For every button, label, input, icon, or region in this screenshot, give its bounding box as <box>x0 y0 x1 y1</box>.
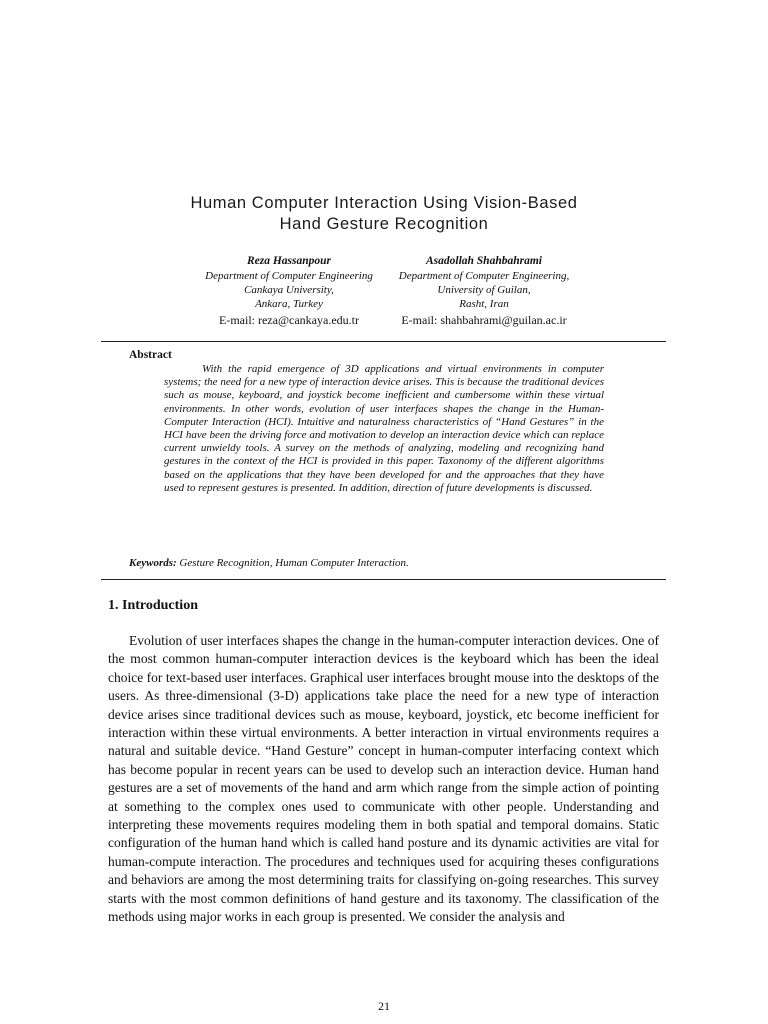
author-location: Ankara, Turkey <box>255 298 323 310</box>
author-department: Department of Computer Engineering <box>205 270 373 282</box>
introduction-paragraph: Evolution of user interfaces shapes the change in the human-computer interaction devices. One of the most common human-computer interaction devices is the keyboard which has been the ideal choice for text-based user interfaces. Graphical user interfaces brought mouse into the desktops of the users. As three-dimensional (3-D) applications take place the need for a new type of interaction device arises since traditional devices such as mouse, keyboard, joystick, etc become inefficient for interaction within these virtual environments. A better interaction in virtual environments requires a natural and suitable device. “Hand Gesture” concept in human-computer interfacing context which has become popular in recent years can be used to develop such an interaction device. Human hand gestures are a set of movements of the hand and arm which range from the simple action of pointing at something to the complex ones used to communicate with other people. Understanding and interpreting these movements requires modeling them in both spatial and temporal domains. Static configuration of the human hand which is called hand posture and its dynamic activities are vital for human-compute interaction. The procedures and techniques used for acquiring theses configurations and behaviors are among the most determining traits for classifying on-going researches. This survey starts with the most common definitions of hand gesture and its taxonomy. The classification of the methods using major works in each group is presented. We consider the analysis and <box>108 633 659 925</box>
author-university: University of Guilan, <box>437 284 531 296</box>
author-block-2 <box>386 253 582 328</box>
author-block-1 <box>195 253 383 328</box>
section-heading-introduction: 1. Introduction <box>108 598 198 613</box>
paper-title <box>0 193 768 235</box>
abstract-bottom-rule <box>101 579 666 580</box>
author-university: Cankaya University, <box>244 284 334 296</box>
author-location: Rasht, Iran <box>459 298 509 310</box>
author-email: E-mail: shahbahrami@guilan.ac.ir <box>401 313 567 327</box>
keywords-label: Keywords: <box>129 557 177 569</box>
abstract-top-rule <box>101 341 666 342</box>
keywords-text: Gesture Recognition, Human Computer Interaction. <box>179 557 409 569</box>
author-email: E-mail: reza@cankaya.edu.tr <box>219 313 359 327</box>
abstract-label: Abstract <box>129 349 172 361</box>
title-line-2: Hand Gesture Recognition <box>279 215 489 233</box>
author-department: Department of Computer Engineering, <box>398 270 570 282</box>
author-name: Asadollah Shahbahrami <box>425 255 542 267</box>
abstract-text: With the rapid emergence of 3D applications and virtual environments in computer systems; the need for a new type of interaction device arises. This is because the traditional devices such as mouse, keyboard, and joystick become inefficient and cumbersome within these virtual environments. In other words, evolution of user interfaces shapes the change in the Human-Computer Interaction (HCI). Intuitive and naturalness characteristics of “Hand Gestures” in the HCI have been the driving force and motivation to develop an interaction device which can replace current unwieldy tools. A survey on the methods of analyzing, modeling and recognizing hand gestures in the context of the HCI is provided in this paper. Taxonomy of the different algorithms based on the applications that they have been developed for and the approaches that they have used to represent gestures is presented. In addition, direction of future developments is discussed. <box>164 363 604 494</box>
keywords <box>129 557 409 569</box>
title-line-1: Human Computer Interaction Using Vision-Based <box>190 194 578 212</box>
author-name: Reza Hassanpour <box>246 255 332 267</box>
page-number: 21 <box>378 999 390 1013</box>
